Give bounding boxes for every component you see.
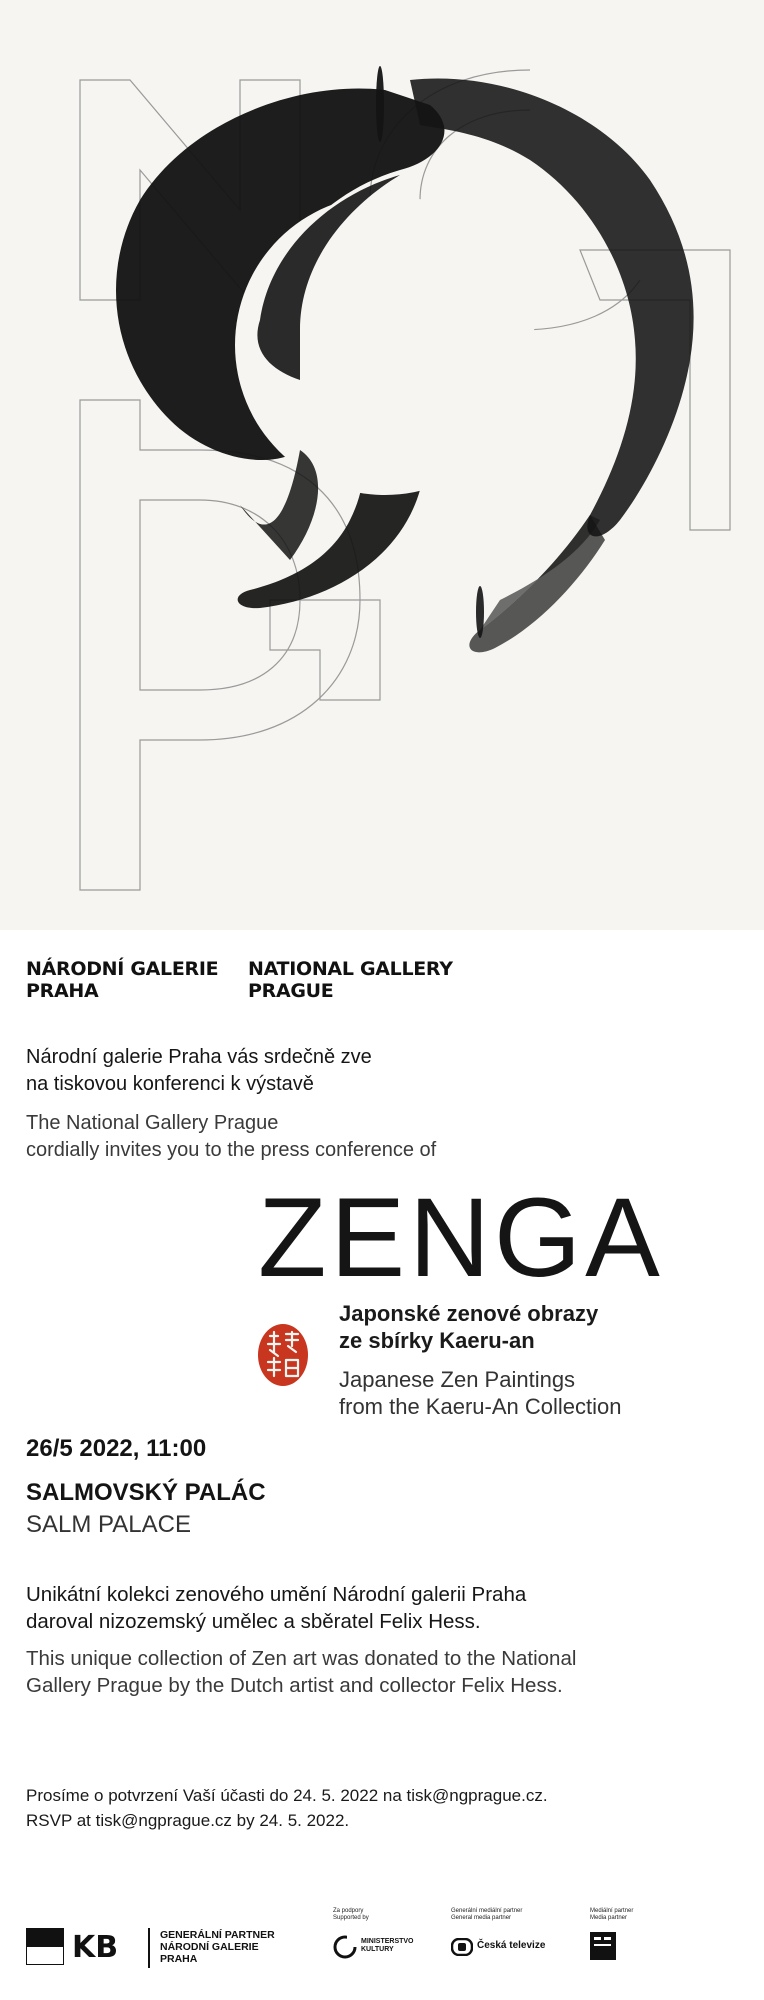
subtitle-cz-line1: Japonské zenové obrazy <box>339 1301 599 1326</box>
enso-ink-circle <box>0 0 764 930</box>
kb-logo-icon <box>26 1928 64 1966</box>
institution-name-cz <box>26 958 218 1002</box>
partner-line3: PRAHA <box>160 1953 198 1965</box>
kb-label: KB <box>72 1930 119 1965</box>
rsvp-cz: Prosíme o potvrzení Vaší účasti do 24. 5. 2022 na tisk@ngprague.cz. <box>26 1786 548 1805</box>
ministry-label <box>361 1938 414 1954</box>
event-place-en: SALM PALACE <box>26 1511 191 1538</box>
general-partner <box>160 1929 275 1965</box>
rsvp-en: RSVP at tisk@ngprague.cz by 24. 5. 2022. <box>26 1811 350 1830</box>
invitation-en <box>26 1110 436 1164</box>
description-cz-line1: Unikátní kolekci zenového umění Národní galerii Praha <box>26 1583 527 1606</box>
ministry-line2: KULTURY <box>361 1946 394 1953</box>
event-datetime: 26/5 2022, 11:00 <box>26 1435 207 1462</box>
partner-line2: NÁRODNÍ GALERIE <box>160 1941 259 1953</box>
institution-name-en <box>248 958 453 1002</box>
red-seal-icon <box>256 1322 310 1388</box>
subtitle-en-line2: from the Kaeru-An Collection <box>339 1394 622 1419</box>
ct-logo-icon <box>451 1938 473 1956</box>
description-en <box>26 1645 576 1699</box>
footer-divider <box>148 1928 150 1968</box>
subtitle-cz <box>339 1300 598 1354</box>
institution-cz-line2: PRAHA <box>26 980 99 1002</box>
media-en: General media partner <box>451 1915 512 1921</box>
subtitle-cz-line2: ze sbírky Kaeru-an <box>339 1328 535 1353</box>
media-partner-logo-icon <box>590 1932 616 1960</box>
media-partner2-label <box>590 1908 633 1922</box>
description-cz <box>26 1581 526 1635</box>
exhibition-title: ZENGA <box>258 1175 664 1300</box>
supported-en: Supported by <box>333 1915 369 1921</box>
invitation-cz-line1: Národní galerie Praha vás srdečně zve <box>26 1046 372 1068</box>
hero-artwork <box>0 0 764 930</box>
subtitle-en <box>339 1366 621 1420</box>
subtitle-en-line1: Japanese Zen Paintings <box>339 1367 576 1392</box>
invitation-en-line1: The National Gallery Prague <box>26 1112 279 1134</box>
description-en-line1: This unique collection of Zen art was donated to the National <box>26 1647 577 1670</box>
partner-line1: GENERÁLNÍ PARTNER <box>160 1929 275 1941</box>
rsvp <box>26 1783 548 1833</box>
event-place-cz: SALMOVSKÝ PALÁC <box>26 1479 266 1506</box>
media-cz: Generální mediální partner <box>451 1908 523 1914</box>
description-cz-line2: daroval nizozemský umělec a sběratel Felix Hess. <box>26 1610 481 1633</box>
ministry-logo-icon <box>333 1935 357 1959</box>
ct-label: Česká televize <box>477 1940 546 1951</box>
mediapartner-en: Media partner <box>590 1915 628 1921</box>
institution-en-line2: PRAGUE <box>248 980 334 1002</box>
institution-en-line1: NATIONAL GALLERY <box>248 958 453 980</box>
mediapartner-cz: Mediální partner <box>590 1908 634 1914</box>
invitation-cz-line2: na tiskovou konferenci k výstavě <box>26 1073 314 1095</box>
supported-by-label <box>333 1908 369 1922</box>
media-partner-label <box>451 1908 522 1922</box>
invitation-en-line2: cordially invites you to the press conference of <box>26 1139 437 1161</box>
invitation-cz <box>26 1044 372 1098</box>
ministry-line1: MINISTERSTVO <box>361 1938 414 1945</box>
description-en-line2: Gallery Prague by the Dutch artist and collector Felix Hess. <box>26 1674 563 1697</box>
supported-cz: Za podpory <box>333 1908 364 1914</box>
institution-cz-line1: NÁRODNÍ GALERIE <box>26 958 219 980</box>
